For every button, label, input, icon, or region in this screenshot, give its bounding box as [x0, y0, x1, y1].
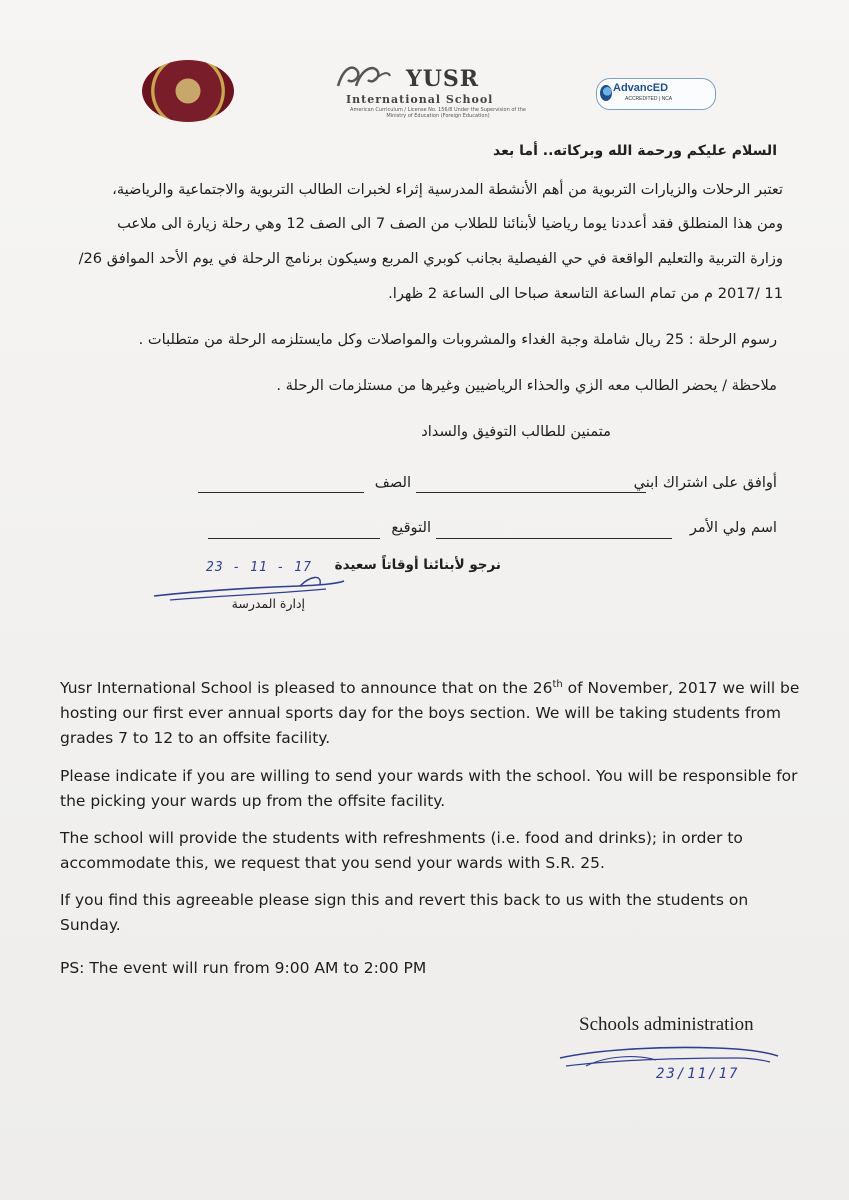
logo-name: YUSR — [406, 66, 480, 92]
english-handwritten-date: 23/11/17 — [656, 1066, 740, 1082]
english-paragraph-1 — [60, 676, 800, 751]
yusr-school-logo — [310, 60, 540, 126]
signature-blank — [208, 538, 380, 539]
english-paragraph-2: Please indicate if you are willing to send your wards with the school. You will be responsible for the picking your wards up from the offsite facility. — [60, 767, 798, 810]
accreditation-sub: ACCREDITED | NCA — [625, 96, 673, 102]
guardian-name-blank — [436, 538, 672, 539]
arabic-closing: نرجو لأبنائنا أوقاتاً سعيدة — [334, 557, 501, 573]
yusr-script-mark-icon — [332, 60, 392, 92]
arabic-greeting: السلام عليكم ورحمة الله وبركاته.. أما بعد — [493, 143, 777, 159]
guardian-label: اسم ولي الأمر — [689, 519, 777, 536]
school-seal-logo — [142, 60, 234, 122]
arabic-paragraph-line: ومن هذا المنطلق فقد أعددنا يوما رياضيا لأبنائنا للطلاب من الصف 7 الى الصف 12 وهي رحلة زيارة الى ملاعب — [117, 215, 783, 232]
arabic-wishes: متمنين للطالب التوفيق والسداد — [421, 423, 611, 440]
arabic-paragraph-line: 11 /2017 م من تمام الساعة التاسعة صباحا الى الساعة 2 ظهرا. — [388, 285, 783, 302]
arabic-handwritten-date: 23 - 11 - 17 — [206, 560, 312, 575]
advanced-accreditation-logo — [596, 78, 716, 110]
english-handwritten-signature — [556, 1036, 786, 1092]
logo-tagline: American Curriculum / License No. 156/8 Under the Supervision of the Ministry of Education (Foreign Education) — [350, 107, 526, 119]
grade-blank — [198, 492, 364, 493]
consent-label: أوافق على اشتراك ابني — [633, 474, 777, 491]
arabic-paragraph-line: تعتبر الرحلات والزيارات التربوية من أهم الأنشطة المدرسية إثراء لخبرات الطالب التربوية والاجتماعية والرياضية، — [112, 181, 783, 198]
english-paragraph-4: If you find this agreeable please sign this and revert this back to us with the students on Sunday. — [60, 891, 749, 934]
arabic-paragraph-line: وزارة التربية والتعليم الواقعة في حي الفيصلية بجانب كوبري المربع وسيكون برنامج الرحلة في يوم الأحد الموافق 26/ — [78, 250, 783, 267]
ordinal-suffix: th — [552, 678, 563, 690]
english-paragraph-1-end: of November, 2017 we will be hosting our first ever annual sports day for the boys section. We will be taking students from grades 7 to 12 to an offsite facility. — [60, 679, 800, 747]
arabic-fees: رسوم الرحلة : 25 ريال شاملة وجبة الغداء والمشروبات والمواصلات وكل مايستلزمه الرحلة من متطلبات . — [138, 331, 777, 348]
student-name-blank — [416, 492, 646, 493]
arabic-signature-label: التوقيع — [391, 519, 431, 536]
english-paragraph-5: PS: The event will run from 9:00 AM to 2:00 PM — [60, 959, 427, 977]
school-administration-label: إدارة المدرسة — [231, 596, 305, 611]
english-signature-label: Schools administration — [579, 1014, 754, 1035]
english-paragraph-3: The school will provide the students with refreshments (i.e. food and drinks); in order to accommodate this, we request that you send your wards with S.R. 25. — [60, 829, 743, 872]
english-paragraph-1-start: Yusr International School is pleased to announce that on the 26 — [60, 679, 553, 697]
grade-label: الصف — [374, 474, 411, 491]
globe-icon — [600, 85, 612, 101]
accreditation-name: AdvancED — [613, 82, 669, 94]
logo-subtitle: International School — [346, 93, 494, 106]
arabic-note: ملاحظة / يحضر الطالب معه الزي والحذاء الرياضيين وغيرها من مستلزمات الرحلة . — [276, 377, 777, 394]
